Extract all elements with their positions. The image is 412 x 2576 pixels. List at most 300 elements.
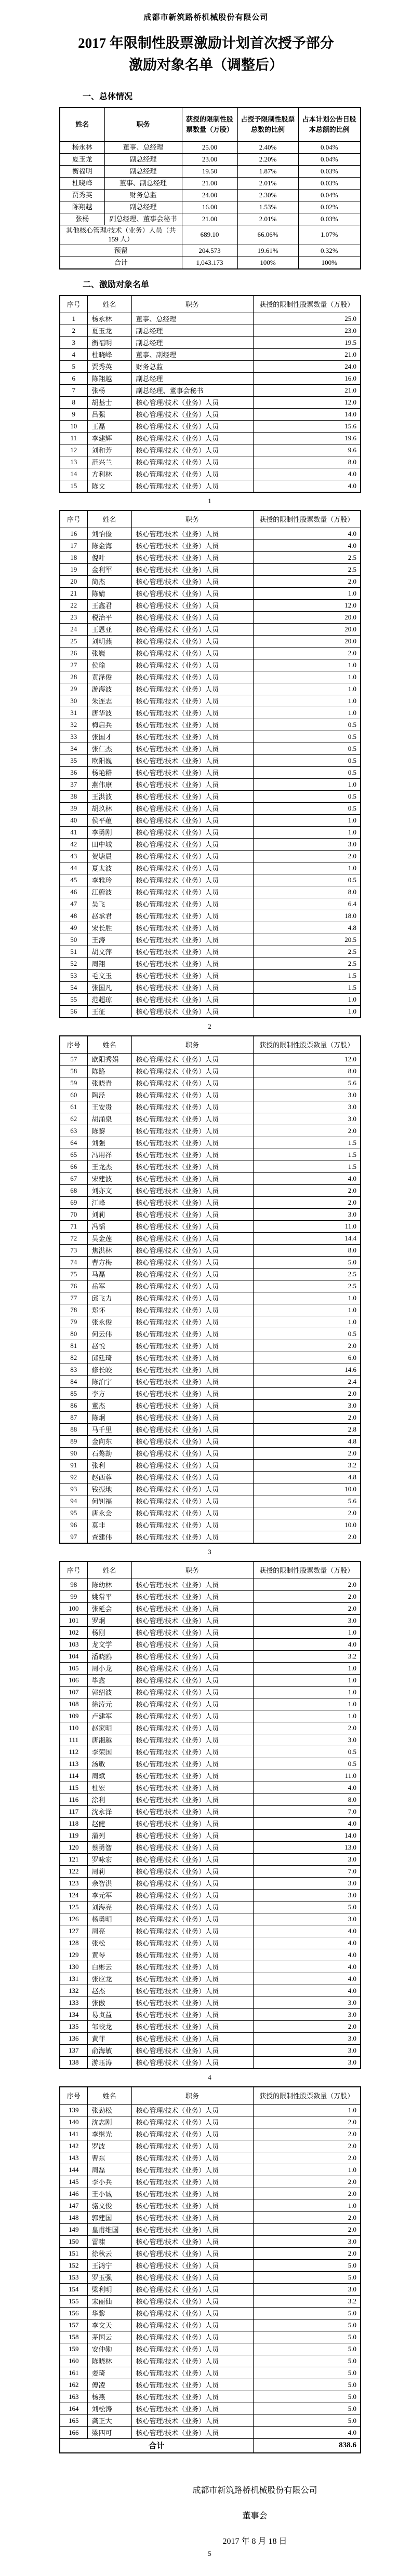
roster-cell-job: 核心管理/技术（业务）人员 <box>131 1901 253 1913</box>
overview-table <box>59 107 361 269</box>
roster-cell-no: 7 <box>60 384 87 396</box>
roster-cell-job: 核心管理/技术（业务）人员 <box>131 2391 253 2403</box>
roster-cell-shares: 20.0 <box>253 635 361 647</box>
overview-header-cell: 获授的限制性股票数量（万股） <box>182 107 237 142</box>
roster-cell-job: 核心管理/技术（业务）人员 <box>131 587 253 599</box>
roster-cell-name: 黄琴 <box>87 1949 131 1961</box>
overview-cell: 19.61% <box>237 245 298 257</box>
roster-cell-shares: 3.0 <box>253 1101 361 1113</box>
roster-cell-name: 杨燕 <box>87 2391 131 2403</box>
roster-cell-no: 133 <box>60 1997 87 2008</box>
roster-cell-shares: 1.0 <box>253 2164 361 2176</box>
overview-row <box>60 153 361 165</box>
roster-cell-job: 核心管理/技术（业务）人员 <box>131 1089 253 1101</box>
roster-cell-no: 84 <box>60 1375 87 1387</box>
roster-cell-shares: 1.0 <box>253 1005 361 1018</box>
roster-cell-no: 69 <box>60 1196 87 1208</box>
roster-cell-name: 杜晓峰 <box>87 348 131 360</box>
roster-cell-no: 48 <box>60 910 87 922</box>
roster-cell-job: 核心管理/技术（业务）人员 <box>131 1853 253 1865</box>
roster-cell-name: 江峰 <box>87 1196 131 1208</box>
roster-cell-shares: 5.0 <box>253 2391 361 2403</box>
roster-cell-no: 32 <box>60 719 87 731</box>
roster-cell-name: 姚常平 <box>87 1590 131 1602</box>
roster-cell-name: 何云伟 <box>87 1328 131 1340</box>
roster-cell-shares: 16.0 <box>253 372 361 384</box>
roster-cell-no: 101 <box>60 1614 87 1626</box>
roster-cell-name: 吕强 <box>87 408 131 420</box>
overview-row <box>60 213 361 225</box>
roster-cell-job: 核心管理/技术（业务）人员 <box>131 2056 253 2069</box>
roster-cell-shares: 1.5 <box>253 1149 361 1161</box>
roster-cell-job: 核心管理/技术（业务）人员 <box>131 1782 253 1793</box>
roster-cell-name: 倪叶 <box>87 551 131 563</box>
roster-row <box>60 444 361 456</box>
roster-cell-name: 黄泽俊 <box>87 671 131 683</box>
roster-row <box>60 2140 361 2152</box>
roster-row <box>60 623 361 635</box>
roster-cell-job: 核心管理/技术（业务）人员 <box>131 910 253 922</box>
roster-cell-name: 钱振地 <box>87 1483 131 1495</box>
roster-cell-job: 核心管理/技术（业务）人员 <box>131 1149 253 1161</box>
roster-cell-name: 张利 <box>87 1459 131 1471</box>
roster-row <box>60 1698 361 1710</box>
roster-row <box>60 1232 361 1244</box>
roster-cell-name: 邱廷琦 <box>87 1352 131 1364</box>
roster-cell-name: 骆文俊 <box>87 2200 131 2211</box>
roster-cell-name: 焦洪林 <box>87 1244 131 1256</box>
roster-row <box>60 480 361 492</box>
roster-cell-name: 王小诚 <box>87 2188 131 2200</box>
roster-cell-shares: 7.0 <box>253 1865 361 1877</box>
roster-cell-name: 冯用祥 <box>87 1149 131 1161</box>
roster-cell-shares: 1.0 <box>253 814 361 826</box>
roster-row <box>60 2426 361 2438</box>
roster-cell-job: 核心管理/技术（业务）人员 <box>131 1829 253 1841</box>
roster-cell-name: 欧阳秀娟 <box>87 1053 131 1065</box>
roster-row <box>60 1149 361 1161</box>
roster-row <box>60 1961 361 1973</box>
roster-cell-no: 75 <box>60 1268 87 1280</box>
roster-cell-job: 核心管理/技术（业务）人员 <box>131 635 253 647</box>
roster-row <box>60 731 361 743</box>
roster-cell-name: 徐秋云 <box>87 2247 131 2259</box>
roster-cell-shares: 2.0 <box>253 2152 361 2164</box>
roster-cell-name: 张仁杰 <box>87 743 131 754</box>
roster-cell-no: 70 <box>60 1208 87 1220</box>
roster-cell-shares: 4.0 <box>253 528 361 540</box>
roster-cell-shares: 1.5 <box>253 969 361 981</box>
roster-cell-job: 核心管理/技术（业务）人员 <box>131 1483 253 1495</box>
roster-cell-job: 核心管理/技术（业务）人员 <box>131 1638 253 1650</box>
roster-row <box>60 2247 361 2259</box>
roster-cell-name: 田中城 <box>87 838 131 850</box>
roster-cell-job: 核心管理/技术（业务）人员 <box>131 1423 253 1435</box>
roster-cell-no: 14 <box>60 468 87 480</box>
roster-cell-name: 唐湘越 <box>87 1734 131 1746</box>
roster-cell-no: 39 <box>60 802 87 814</box>
roster-row <box>60 575 361 587</box>
roster-cell-job: 核心管理/技术（业务）人员 <box>131 1937 253 1949</box>
roster-row <box>60 850 361 862</box>
roster-cell-job: 核心管理/技术（业务）人员 <box>131 551 253 563</box>
roster-cell-no: 64 <box>60 1137 87 1149</box>
roster-cell-name: 宋丽仙 <box>87 2295 131 2307</box>
roster-cell-job: 核心管理/技术（业务）人员 <box>131 599 253 611</box>
roster-cell-name: 蒲列 <box>87 1829 131 1841</box>
roster-cell-name: 杨永林 <box>87 313 131 325</box>
roster-cell-name: 李继光 <box>87 2128 131 2140</box>
overview-header-cell: 姓名 <box>60 107 104 142</box>
roster-row <box>60 838 361 850</box>
roster-row <box>60 2044 361 2056</box>
roster-cell-job: 核心管理/技术（业务）人员 <box>131 1961 253 1973</box>
roster-cell-job: 核心管理/技术（业务）人员 <box>131 1459 253 1471</box>
roster-cell-no: 68 <box>60 1184 87 1196</box>
page-number: 4 <box>208 2073 211 2081</box>
roster-cell-job: 核心管理/技术（业务）人员 <box>131 683 253 695</box>
roster-header-row <box>60 295 361 313</box>
section-heading-roster: 二、激励对象名单 <box>83 280 150 289</box>
overview-cell: 2.01% <box>237 177 298 189</box>
roster-row <box>60 1758 361 1770</box>
roster-cell-shares: 1.0 <box>253 587 361 599</box>
roster-cell-job: 董事、副经理 <box>131 348 253 360</box>
roster-cell-job: 副总经理 <box>131 372 253 384</box>
roster-row <box>60 2104 361 2116</box>
roster-total-value: 838.6 <box>253 2438 361 2453</box>
roster-cell-job: 核心管理/技术（业务）人员 <box>131 1507 253 1519</box>
overview-span-label: 预留 <box>60 245 182 257</box>
overview-cell: 董事、总经理 <box>104 141 182 153</box>
roster-cell-shares: 2.0 <box>253 1125 361 1137</box>
roster-cell-no: 40 <box>60 814 87 826</box>
roster-cell-no: 160 <box>60 2355 87 2367</box>
roster-cell-name: 郭建国 <box>87 2211 131 2223</box>
roster-row <box>60 1853 361 1865</box>
roster-cell-name: 胡玖林 <box>87 802 131 814</box>
roster-cell-shares: 2.0 <box>253 1590 361 1602</box>
roster-row <box>60 1817 361 1829</box>
roster-cell-job: 核心管理/技术（业务）人员 <box>131 778 253 790</box>
overview-cell: 0.03% <box>298 165 361 177</box>
roster-cell-shares: 2.8 <box>253 1423 361 1435</box>
roster-row <box>60 2307 361 2319</box>
roster-row <box>60 468 361 480</box>
roster-cell-job: 核心管理/技术（业务）人员 <box>131 1973 253 1985</box>
roster-cell-shares: 1.0 <box>253 707 361 719</box>
roster-cell-name: 侯平蕴 <box>87 814 131 826</box>
roster-cell-no: 132 <box>60 1985 87 1997</box>
roster-cell-job: 核心管理/技术（业务）人员 <box>131 1913 253 1925</box>
roster-cell-shares: 2.5 <box>253 551 361 563</box>
roster-cell-job: 核心管理/技术（业务）人员 <box>131 1710 253 1722</box>
roster-cell-shares: 3.2 <box>253 1459 361 1471</box>
overview-cell: 杜晓峰 <box>60 177 104 189</box>
roster-cell-shares: 3.0 <box>253 1614 361 1626</box>
roster-cell-shares: 15.6 <box>253 420 361 432</box>
roster-row <box>60 563 361 575</box>
overview-cell: 19.50 <box>182 165 237 177</box>
overview-header-cell: 占本计划公告日股本总额的比例 <box>298 107 361 142</box>
roster-cell-shares: 0.5 <box>253 1328 361 1340</box>
roster-cell-name: 周莉 <box>87 1865 131 1877</box>
roster-cell-job: 核心管理/技术（业务）人员 <box>131 2379 253 2391</box>
roster-cell-shares: 13.0 <box>253 1841 361 1853</box>
overview-cell: 张杨 <box>60 213 104 225</box>
roster-row <box>60 1913 361 1925</box>
roster-cell-shares: 6.0 <box>253 1352 361 1364</box>
roster-cell-shares: 1.5 <box>253 981 361 993</box>
roster-cell-shares: 11.0 <box>253 1220 361 1232</box>
roster-cell-no: 2 <box>60 325 87 336</box>
roster-cell-shares: 2.0 <box>253 647 361 659</box>
roster-row <box>60 1710 361 1722</box>
roster-row <box>60 802 361 814</box>
roster-cell-name: 徐涛元 <box>87 1698 131 1710</box>
roster-cell-shares: 20.0 <box>253 611 361 623</box>
roster-cell-shares: 2.0 <box>253 1196 361 1208</box>
roster-cell-no: 127 <box>60 1925 87 1937</box>
roster-cell-job: 核心管理/技术（业务）人员 <box>131 957 253 969</box>
roster-cell-job: 核心管理/技术（业务）人员 <box>131 886 253 898</box>
roster-header-cell: 序号 <box>60 510 87 528</box>
roster-cell-name: 王洪波 <box>87 790 131 802</box>
roster-row <box>60 2295 361 2307</box>
roster-cell-name: 李文天 <box>87 2319 131 2331</box>
roster-cell-no: 121 <box>60 1853 87 1865</box>
roster-cell-name: 王恩亚 <box>87 623 131 635</box>
roster-row <box>60 1220 361 1232</box>
roster-cell-no: 53 <box>60 969 87 981</box>
roster-row <box>60 2032 361 2044</box>
roster-cell-no: 31 <box>60 707 87 719</box>
roster-header-row <box>60 1036 361 1054</box>
roster-cell-job: 核心管理/技术（业务）人员 <box>131 1101 253 1113</box>
roster-row <box>60 1423 361 1435</box>
roster-header-cell: 获授的限制性股票数量（万股） <box>253 1561 361 1579</box>
roster-row <box>60 2164 361 2176</box>
roster-cell-no: 151 <box>60 2247 87 2259</box>
page-number: 5 <box>208 2549 211 2557</box>
roster-cell-no: 96 <box>60 1519 87 1531</box>
roster-cell-shares: 25.0 <box>253 313 361 325</box>
roster-header-cell: 获授的限制性股票数量（万股） <box>253 510 361 528</box>
roster-cell-no: 17 <box>60 540 87 551</box>
roster-cell-name: 余智洪 <box>87 1877 131 1889</box>
roster-cell-shares: 3.0 <box>253 1877 361 1889</box>
roster-cell-job: 核心管理/技术（业务）人员 <box>131 1375 253 1387</box>
roster-cell-job: 核心管理/技术（业务）人员 <box>131 1985 253 1997</box>
roster-cell-name: 张傲 <box>87 1997 131 2008</box>
roster-row <box>60 874 361 886</box>
roster-row <box>60 456 361 468</box>
roster-cell-job: 核心管理/技术（业务）人员 <box>131 659 253 671</box>
roster-cell-job: 核心管理/技术（业务）人员 <box>131 2032 253 2044</box>
roster-cell-name: 张永俊 <box>87 1316 131 1328</box>
roster-cell-shares: 4.0 <box>253 468 361 480</box>
roster-cell-no: 142 <box>60 2140 87 2152</box>
roster-header-row <box>60 510 361 528</box>
roster-cell-name: 涂利 <box>87 1793 131 1805</box>
roster-cell-shares: 2.0 <box>253 2116 361 2128</box>
roster-row <box>60 1459 361 1471</box>
roster-cell-name: 张国才 <box>87 731 131 743</box>
roster-row <box>60 2152 361 2164</box>
roster-row <box>60 313 361 325</box>
roster-cell-name: 范超琼 <box>87 993 131 1005</box>
roster-cell-no: 67 <box>60 1172 87 1184</box>
roster-cell-no: 125 <box>60 1901 87 1913</box>
roster-row <box>60 814 361 826</box>
roster-cell-job: 核心管理/技术（业务）人员 <box>131 1137 253 1149</box>
overview-cell: 财务总监 <box>104 189 182 201</box>
roster-cell-shares: 4.0 <box>253 1925 361 1937</box>
overview-header-row <box>60 107 361 142</box>
roster-row <box>60 1638 361 1650</box>
roster-cell-shares: 6.4 <box>253 898 361 910</box>
roster-cell-shares: 2.0 <box>253 1579 361 1590</box>
overview-cell: 100% <box>237 257 298 269</box>
roster-cell-job: 核心管理/技术（业务）人员 <box>131 1447 253 1459</box>
roster-cell-job: 核心管理/技术（业务）人员 <box>131 2343 253 2355</box>
roster-cell-shares: 2.5 <box>253 1280 361 1292</box>
roster-cell-shares: 20.5 <box>253 934 361 946</box>
roster-cell-name: 罗咏宏 <box>87 1853 131 1865</box>
roster-cell-no: 6 <box>60 372 87 384</box>
overview-cell: 1.87% <box>237 165 298 177</box>
roster-cell-job: 核心管理/技术（业务）人员 <box>131 2247 253 2259</box>
roster-cell-job: 核心管理/技术（业务）人员 <box>131 814 253 826</box>
roster-cell-shares: 24.0 <box>253 360 361 372</box>
overview-cell: 23.00 <box>182 153 237 165</box>
roster-cell-job: 核心管理/技术（业务）人员 <box>131 1925 253 1937</box>
roster-cell-job: 核心管理/技术（业务）人员 <box>131 2307 253 2319</box>
roster-row <box>60 1507 361 1519</box>
roster-cell-no: 55 <box>60 993 87 1005</box>
roster-cell-no: 62 <box>60 1113 87 1125</box>
roster-cell-shares: 4.0 <box>253 480 361 492</box>
company-header: 成都市新筑路桥机械股份有限公司 <box>143 14 269 22</box>
roster-cell-shares: 1.0 <box>253 695 361 707</box>
roster-cell-job: 核心管理/技术（业务）人员 <box>131 2176 253 2188</box>
roster-cell-job: 核心管理/技术（业务）人员 <box>131 1316 253 1328</box>
roster-cell-job: 核心管理/技术（业务）人员 <box>131 1268 253 1280</box>
roster-cell-job: 核心管理/技术（业务）人员 <box>131 2283 253 2295</box>
roster-cell-no: 28 <box>60 671 87 683</box>
roster-cell-name: 王鸿宁 <box>87 2259 131 2271</box>
roster-cell-job: 核心管理/技术（业务）人员 <box>131 2211 253 2223</box>
roster-row <box>60 778 361 790</box>
roster-cell-shares: 4.0 <box>253 1961 361 1973</box>
roster-row <box>60 910 361 922</box>
roster-cell-shares: 1.0 <box>253 1674 361 1686</box>
overview-cell: 1.07% <box>298 225 361 245</box>
overview-cell: 副总经理、董事会秘书 <box>104 213 182 225</box>
roster-row <box>60 993 361 1005</box>
roster-cell-no: 25 <box>60 635 87 647</box>
roster-cell-shares: 2.0 <box>253 2223 361 2235</box>
roster-cell-job: 核心管理/技术（业务）人员 <box>131 1280 253 1292</box>
roster-cell-no: 9 <box>60 408 87 420</box>
roster-header-cell: 获授的限制性股票数量（万股） <box>253 1036 361 1054</box>
roster-cell-no: 21 <box>60 587 87 599</box>
roster-cell-no: 118 <box>60 1817 87 1829</box>
roster-header-cell: 职务 <box>131 510 253 528</box>
roster-row <box>60 1113 361 1125</box>
roster-cell-shares: 0.5 <box>253 766 361 778</box>
roster-cell-job: 核心管理/技术（业务）人员 <box>131 1172 253 1184</box>
roster-cell-job: 核心管理/技术（业务）人员 <box>131 1770 253 1782</box>
roster-cell-no: 124 <box>60 1889 87 1901</box>
overview-cell: 董事、副总经理 <box>104 177 182 189</box>
roster-cell-no: 145 <box>60 2176 87 2188</box>
roster-cell-name: 雷啸 <box>87 2235 131 2247</box>
roster-row <box>60 1674 361 1686</box>
roster-cell-no: 41 <box>60 826 87 838</box>
roster-row <box>60 707 361 719</box>
roster-row <box>60 348 361 360</box>
overview-cell: 2.40% <box>237 141 298 153</box>
roster-cell-name: 刘强 <box>87 1137 131 1149</box>
roster-cell-shares: 1.0 <box>253 1292 361 1304</box>
roster-cell-no: 49 <box>60 922 87 934</box>
roster-row <box>60 1985 361 1997</box>
roster-cell-no: 65 <box>60 1149 87 1161</box>
roster-cell-job: 核心管理/技术（业务）人员 <box>131 1805 253 1817</box>
roster-cell-no: 119 <box>60 1829 87 1841</box>
roster-cell-name: 李雅玲 <box>87 874 131 886</box>
page-number: 1 <box>208 496 211 505</box>
roster-cell-name: 宋建波 <box>87 1172 131 1184</box>
roster-cell-name: 欧阳巍 <box>87 754 131 766</box>
roster-cell-shares: 2.0 <box>253 2176 361 2188</box>
overview-cell: 100% <box>298 257 361 269</box>
roster-row <box>60 1841 361 1853</box>
section-heading-overview: 一、总体情况 <box>83 92 133 101</box>
roster-cell-job: 核心管理/技术（业务）人员 <box>131 922 253 934</box>
roster-cell-no: 45 <box>60 874 87 886</box>
roster-row <box>60 1256 361 1268</box>
roster-cell-name: 游珏涛 <box>87 2056 131 2069</box>
roster-cell-shares: 14.4 <box>253 1232 361 1244</box>
roster-cell-shares: 5.0 <box>253 2331 361 2343</box>
roster-cell-shares: 4.8 <box>253 1471 361 1483</box>
roster-row <box>60 2259 361 2271</box>
roster-cell-job: 核心管理/技术（业务）人员 <box>131 1208 253 1220</box>
roster-cell-job: 核心管理/技术（业务）人员 <box>131 2331 253 2343</box>
roster-row <box>60 528 361 540</box>
roster-row <box>60 922 361 934</box>
roster-cell-name: 龙文学 <box>87 1638 131 1650</box>
roster-cell-name: 衡福明 <box>87 336 131 348</box>
roster-cell-shares: 4.0 <box>253 2426 361 2438</box>
roster-row <box>60 754 361 766</box>
roster-cell-name: 侯瑜 <box>87 659 131 671</box>
roster-cell-no: 44 <box>60 862 87 874</box>
roster-cell-shares: 2.0 <box>253 1722 361 1734</box>
roster-row <box>60 1614 361 1626</box>
roster-cell-job: 核心管理/技术（业务）人员 <box>131 1889 253 1901</box>
roster-cell-name: 胡文萍 <box>87 946 131 957</box>
roster-row <box>60 671 361 683</box>
roster-cell-job: 核心管理/技术（业务）人员 <box>131 2140 253 2152</box>
roster-cell-name: 吴金莲 <box>87 1232 131 1244</box>
roster-cell-shares: 2.0 <box>253 850 361 862</box>
roster-cell-job: 核心管理/技术（业务）人员 <box>131 766 253 778</box>
roster-cell-no: 42 <box>60 838 87 850</box>
roster-row <box>60 862 361 874</box>
